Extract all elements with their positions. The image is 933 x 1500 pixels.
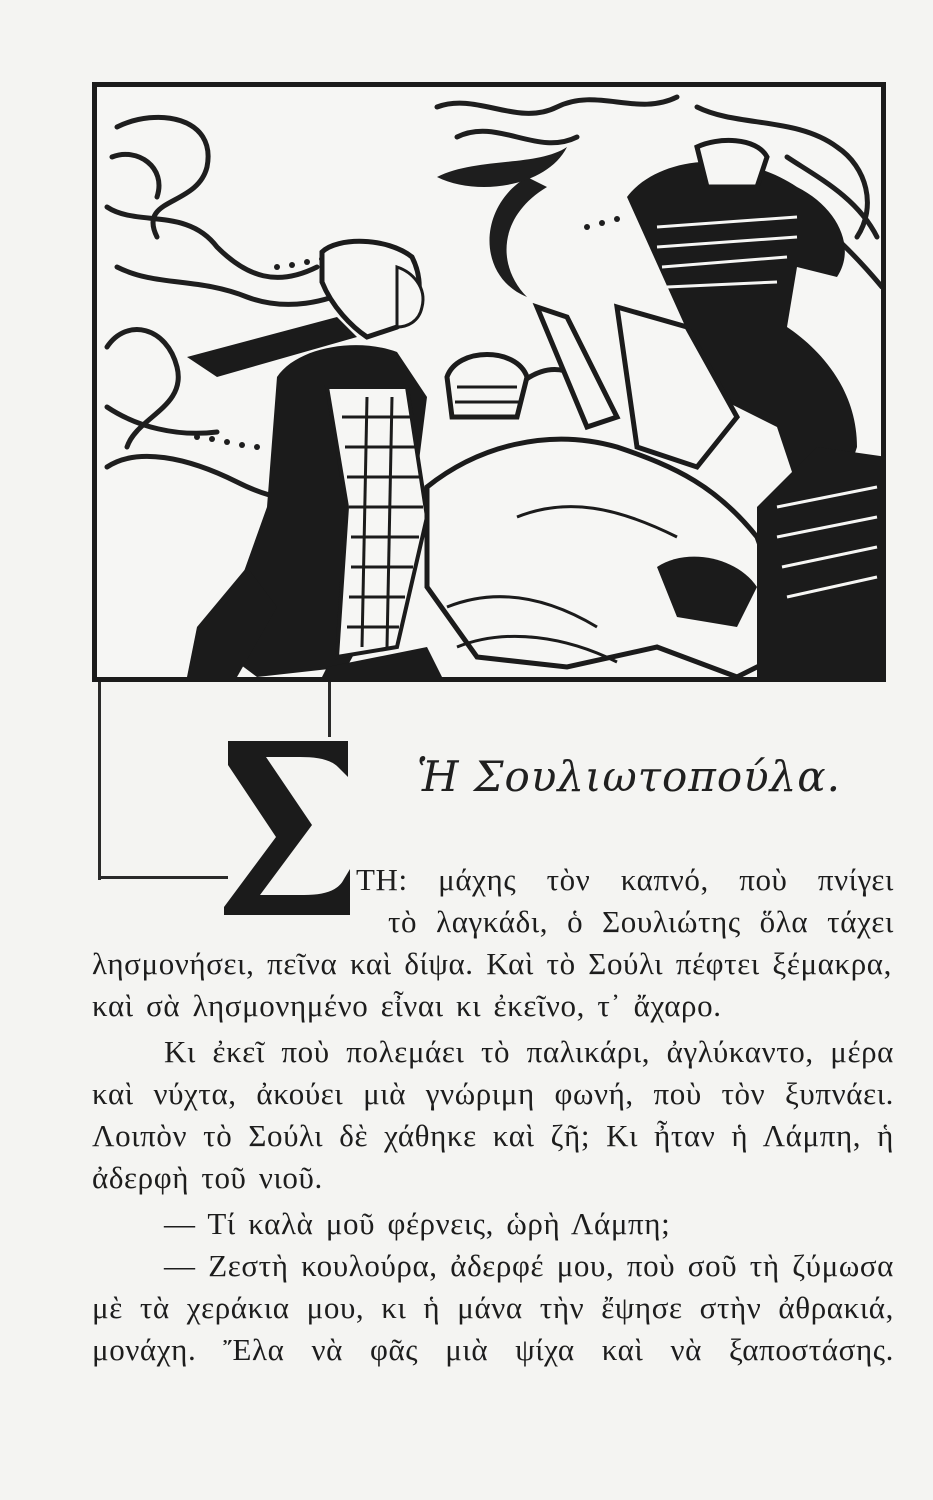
text-line: μὲ τὰ χεράκια μου, κι ἡ μάνα τὴν ἔψησε στὴν ἀθρακιά,: [92, 1290, 894, 1325]
dialogue-line: — Ζεστὴ κουλούρα, ἀδερφέ μου, ποὺ σοῦ τὴ ζύμωσα: [164, 1248, 894, 1283]
frame-rule-bottom: [98, 876, 228, 879]
text-line: καὶ σὰ λησμονημένο εἶναι κι ἐκεῖνο, τ᾽ ἄχαρο.: [92, 988, 722, 1023]
illustration-drawing: [97, 87, 886, 682]
text-line: ἀδερφὴ τοῦ νιοῦ.: [92, 1160, 323, 1195]
woodcut-illustration: [92, 82, 886, 682]
page-title-text: Ἡ Σουλιωτοπούλα.: [416, 752, 841, 801]
text-line: Κι ἐκεῖ ποὺ πολεμάει τὸ παλικάρι, ἀγλύκαντο, μέρα: [164, 1034, 894, 1069]
text-line: λησμονήσει, πεῖνα καὶ δίψα. Καὶ τὸ Σούλι πέφτει ξέμακρα,: [92, 946, 892, 981]
frame-rule-mid: [328, 682, 331, 737]
text-line: Λοιπὸν τὸ Σούλι δὲ χάθηκε καὶ ζῆ; Κι ἦταν ἡ Λάμπη, ἡ: [92, 1118, 894, 1153]
text-line: μονάχη. Ἔλα νὰ φᾶς μιὰ ψίχα καὶ νὰ ξαποστάσης.: [92, 1332, 894, 1367]
page-title: [0, 752, 853, 801]
text-line: καὶ νύχτα, ἀκούει μιὰ γνώριμη φωνή, ποὺ τὸν ξυπνάει.: [92, 1076, 894, 1111]
text-line: τὸ λαγκάδι, ὁ Σουλιώτης ὅλα τάχει: [388, 904, 894, 939]
dialogue-line: — Τί καλὰ μοῦ φέρνεις, ὡρὴ Λάμπη;: [164, 1206, 671, 1241]
text-line: ΤΗ: μάχης τὸν καπνό, ποὺ πνίγει: [356, 862, 894, 897]
